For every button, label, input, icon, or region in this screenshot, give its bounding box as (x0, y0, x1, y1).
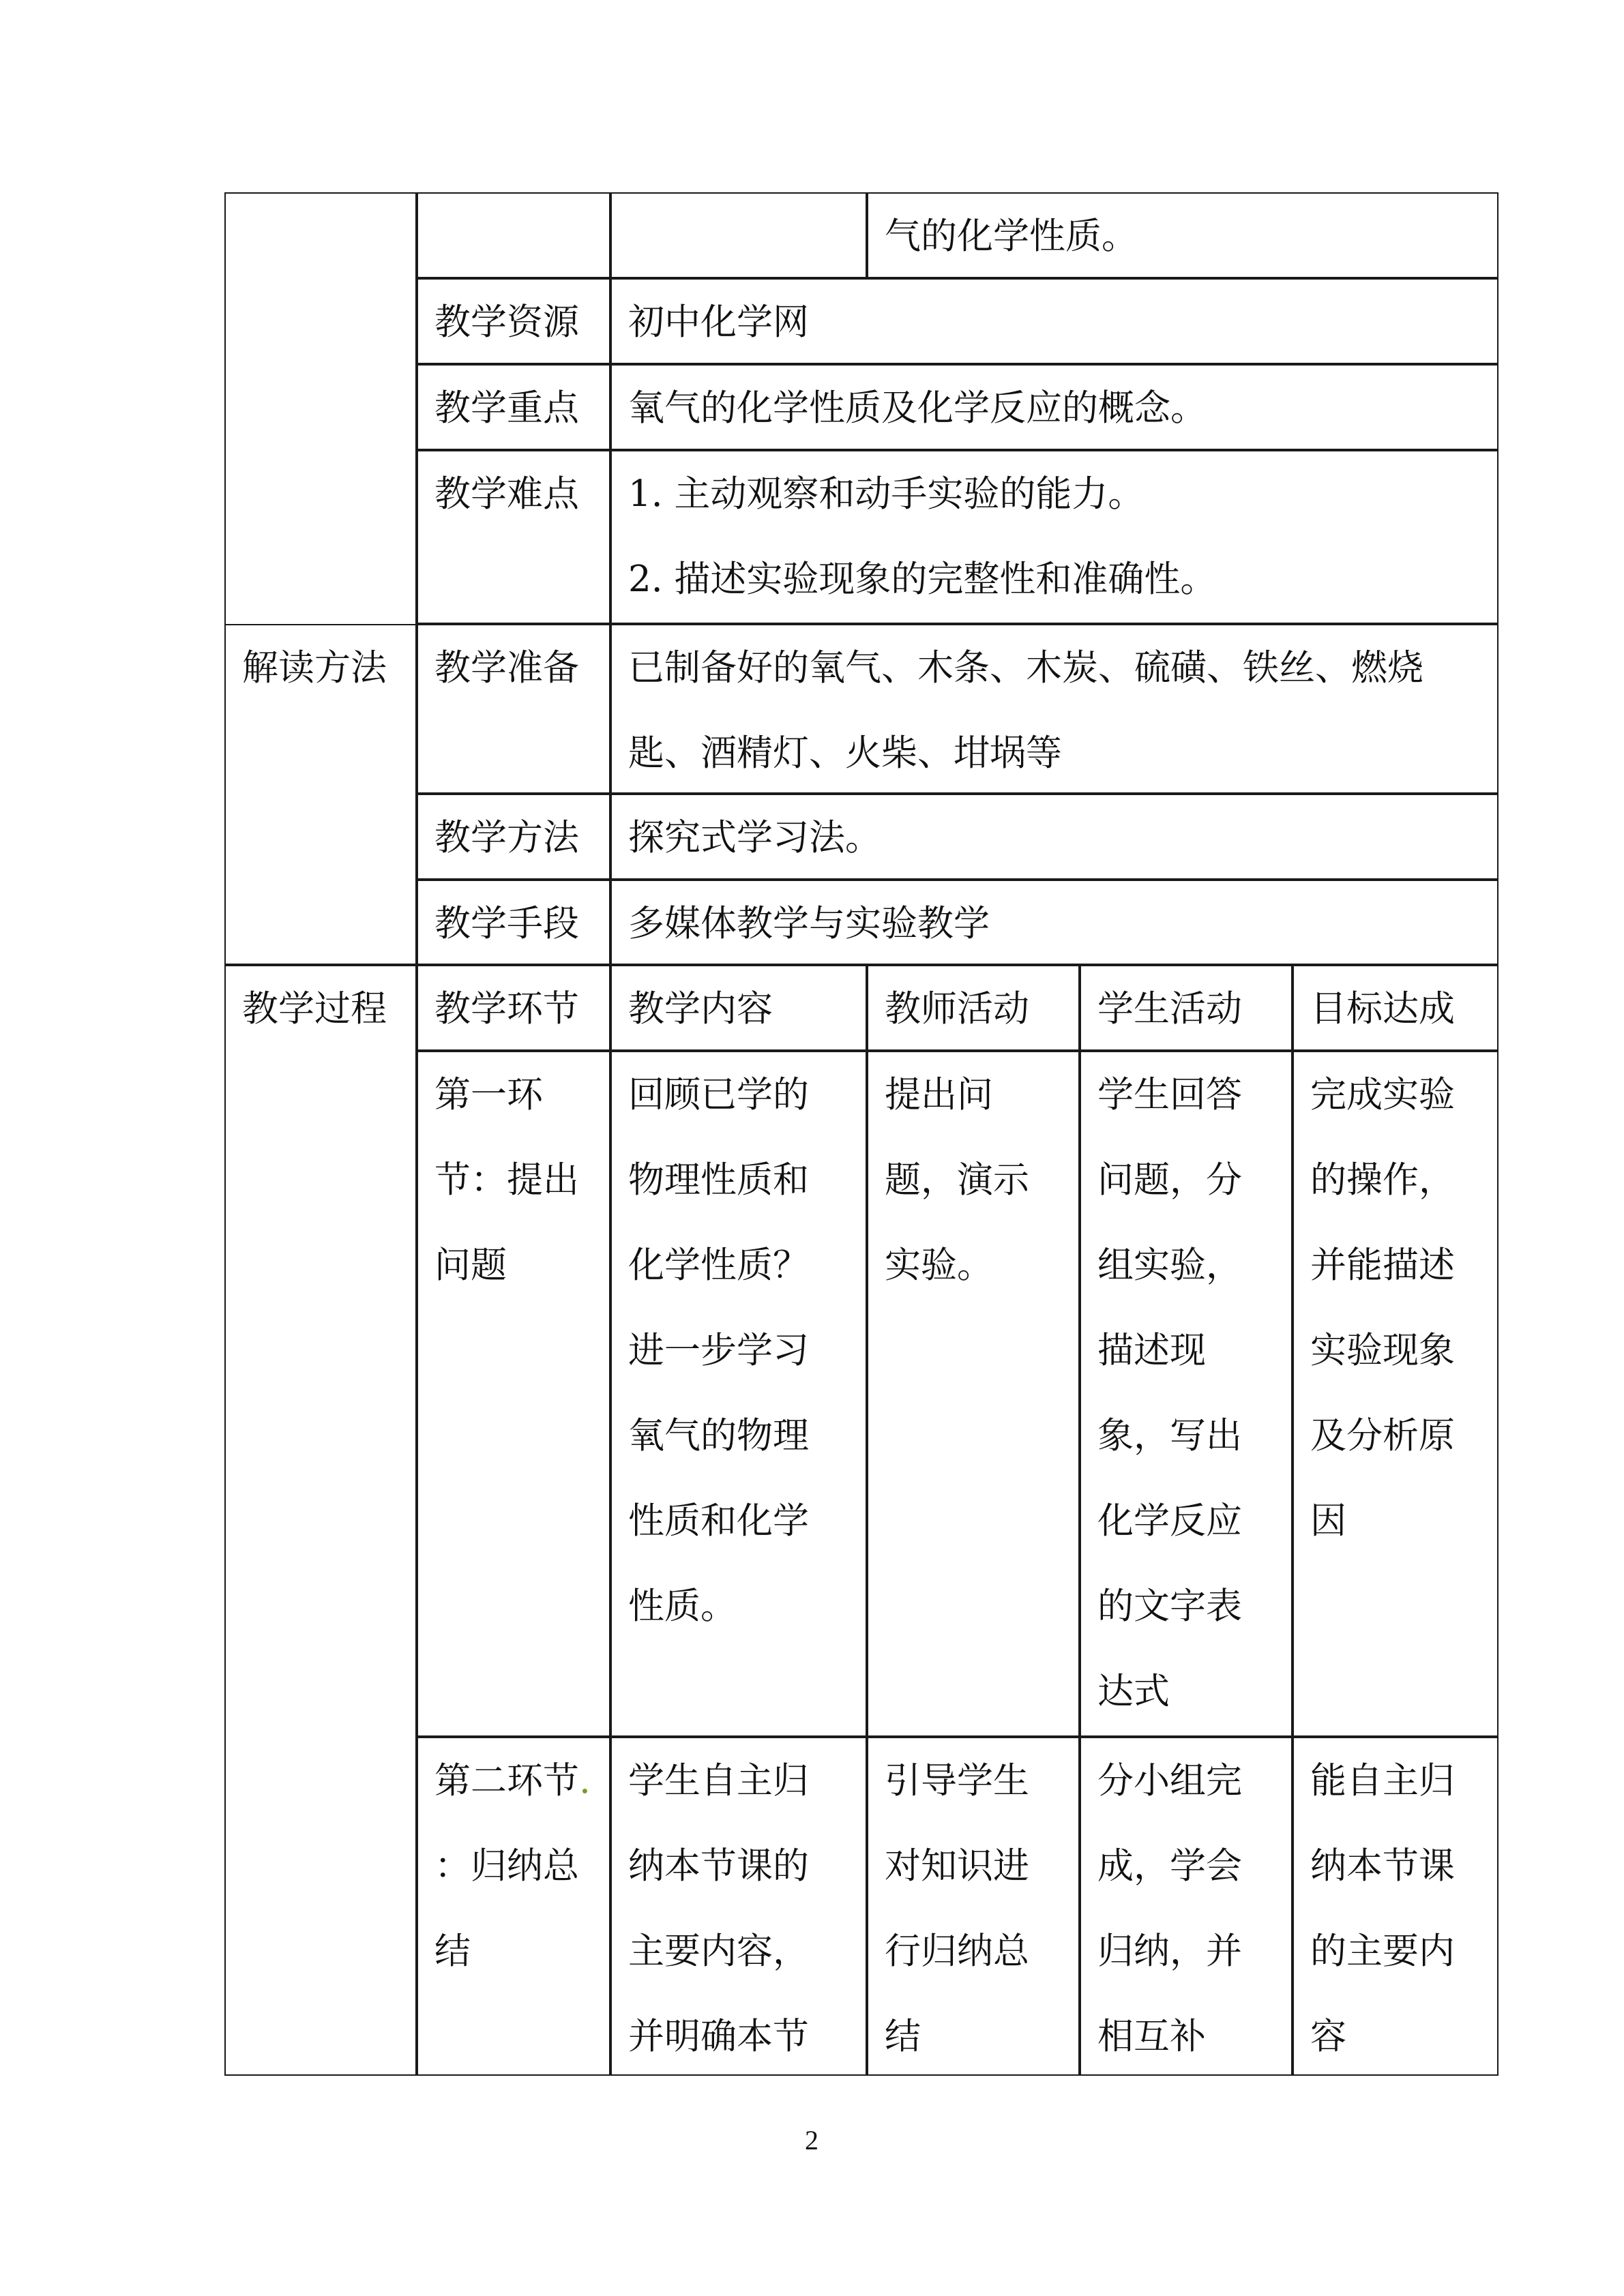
stage1-student (1080, 1051, 1293, 1737)
stage1-goal-line: 完成实验 (1310, 1074, 1455, 1116)
stage1-student-line: 的文字表 (1097, 1585, 1242, 1627)
teaching-method-value: 探究式学习法。 (628, 817, 881, 859)
difficulties-label: 教学难点 (434, 473, 579, 515)
cell-teaching-method-label (417, 794, 610, 880)
cell-key-points-label (417, 364, 610, 450)
cell-blank-col3 (610, 192, 867, 278)
lesson-plan-table (225, 193, 1499, 2076)
cell-difficulties-label (417, 450, 610, 624)
stage1-student-line: 学生回答 (1097, 1074, 1242, 1116)
stage1-step-line: 节：提出 (434, 1159, 579, 1201)
key-points-value: 氧气的化学性质及化学反应的概念。 (628, 387, 1207, 429)
stage1-teacher-line: 题，演示 (885, 1159, 1029, 1201)
stage2-student-line: 分小组完 (1097, 1760, 1242, 1802)
overflow-content: 气的化学性质。 (885, 215, 1138, 257)
cell-key-points-value (610, 364, 1498, 450)
stage1-goal-line: 并能描述 (1310, 1244, 1455, 1286)
page-number: 2 (805, 2125, 818, 2156)
stage2-step-line: ：归纳总 (434, 1845, 579, 1887)
stage2-content-line: 学生自主归 (628, 1760, 809, 1802)
stage2-step-title: 第二环节 (434, 1760, 579, 1802)
stage2-content-line: 并明确本节 (628, 2016, 809, 2057)
stage2-content-line: 纳本节课的 (628, 1845, 809, 1887)
stage1-content-line: 化学性质？ (628, 1244, 809, 1286)
stage1-content-line: 物理性质和 (628, 1159, 809, 1201)
process-header (1080, 965, 1293, 1051)
stage1-teacher (867, 1051, 1080, 1737)
stage2-step-line: 结 (434, 1930, 471, 1972)
process-label: 教学过程 (242, 988, 387, 1030)
stage1-content-line: 回顾已学的 (628, 1074, 809, 1116)
stage1-content-line: 进一步学习 (628, 1330, 809, 1371)
stage2-teacher (867, 1737, 1080, 2076)
stage2-content-line: 主要内容， (628, 1930, 809, 1972)
stage1-step-line: 问题 (434, 1244, 507, 1286)
difficulty-line: 2. 描述实验现象的完整性和准确性。 (628, 558, 1217, 600)
preparation-label: 教学准备 (434, 647, 579, 689)
stage1-content-line: 性质和化学 (628, 1500, 809, 1542)
process-header (1293, 965, 1498, 1051)
resources-label: 教学资源 (434, 301, 579, 343)
stage1-goal-line: 因 (1310, 1500, 1346, 1542)
preparation-line: 已制备好的氧气、木条、木炭、硫磺、铁丝、燃烧 (628, 647, 1423, 689)
stage2-teacher-line: 引导学生 (885, 1760, 1029, 1802)
stage2-goal (1293, 1737, 1498, 2076)
teaching-means-label: 教学手段 (434, 903, 579, 944)
stage1-content-line: 氧气的物理 (628, 1415, 809, 1457)
resources-value: 初中化学网 (628, 301, 809, 343)
stage2-goal-line: 能自主归 (1310, 1760, 1455, 1802)
stage2-step (417, 1737, 610, 2076)
stage2-goal-line: 纳本节课 (1310, 1845, 1455, 1887)
stage1-goal (1293, 1051, 1498, 1737)
stage1-student-line: 化学反应 (1097, 1500, 1242, 1542)
stage1-step (417, 1051, 610, 1737)
preparation-line: 匙、酒精灯、火柴、坩埚等 (628, 732, 1062, 774)
stage2-goal-line: 的主要内 (1310, 1930, 1455, 1972)
cell-teaching-means-label (417, 880, 610, 965)
stage1-student-line: 象，写出 (1097, 1415, 1242, 1457)
stage2-student (1080, 1737, 1293, 2076)
process-header (610, 965, 867, 1051)
cell-difficulties-value (610, 450, 1498, 624)
difficulty-line: 1. 主动观察和动手实验的能力。 (628, 473, 1145, 515)
teaching-means-value: 多媒体教学与实验教学 (628, 903, 990, 944)
stage2-student-line: 归纳，并 (1097, 1930, 1242, 1972)
cell-blank-col2 (417, 192, 610, 278)
stage1-goal-line: 及分析原 (1310, 1415, 1455, 1457)
stage1-student-line: 描述现 (1097, 1330, 1206, 1371)
stage2-teacher-line: 结 (885, 2016, 921, 2057)
cell-preparation-label (417, 624, 610, 794)
header-student: 学生活动 (1097, 988, 1242, 1030)
stage1-goal-line: 的操作， (1310, 1159, 1455, 1201)
stage2-content (610, 1737, 867, 2076)
cell-teaching-method-value (610, 794, 1498, 880)
cell-method-section-label (224, 624, 417, 965)
cell-teaching-means-value (610, 880, 1498, 965)
stage1-teacher-line: 实验。 (885, 1244, 993, 1286)
header-goal: 目标达成 (1310, 988, 1455, 1030)
cell-resources-label (417, 278, 610, 364)
stage1-goal-line: 实验现象 (1310, 1330, 1455, 1371)
stage1-student-line: 问题，分 (1097, 1159, 1242, 1201)
stage2-step-dot: . (579, 1760, 591, 1802)
cell-preparation-value (610, 624, 1498, 794)
stage2-step-line (434, 1738, 593, 1823)
header-teacher: 教师活动 (885, 988, 1029, 1030)
header-content: 教学内容 (628, 988, 773, 1030)
process-header (417, 965, 610, 1051)
cell-overflow-content (867, 192, 1498, 278)
stage1-content-line: 性质。 (628, 1585, 737, 1627)
stage1-teacher-line: 提出问 (885, 1074, 993, 1116)
stage2-student-line: 成，学会 (1097, 1845, 1242, 1887)
stage1-content (610, 1051, 867, 1737)
stage1-student-line: 达式 (1097, 1671, 1170, 1712)
teaching-method-label: 教学方法 (434, 817, 579, 859)
header-step: 教学环节 (434, 988, 579, 1030)
method-section-label: 解读方法 (242, 647, 387, 689)
stage2-teacher-line: 对知识进 (885, 1845, 1029, 1887)
stage2-teacher-line: 行归纳总 (885, 1930, 1029, 1972)
cell-resources-value (610, 278, 1498, 364)
stage2-student-line: 相互补 (1097, 2016, 1206, 2057)
key-points-label: 教学重点 (434, 387, 579, 429)
stage2-goal-line: 容 (1310, 2016, 1346, 2057)
stage1-step-line: 第一环 (434, 1074, 543, 1116)
stage1-student-line: 组实验， (1097, 1244, 1242, 1286)
process-header (867, 965, 1080, 1051)
cell-process-label (224, 965, 417, 2076)
